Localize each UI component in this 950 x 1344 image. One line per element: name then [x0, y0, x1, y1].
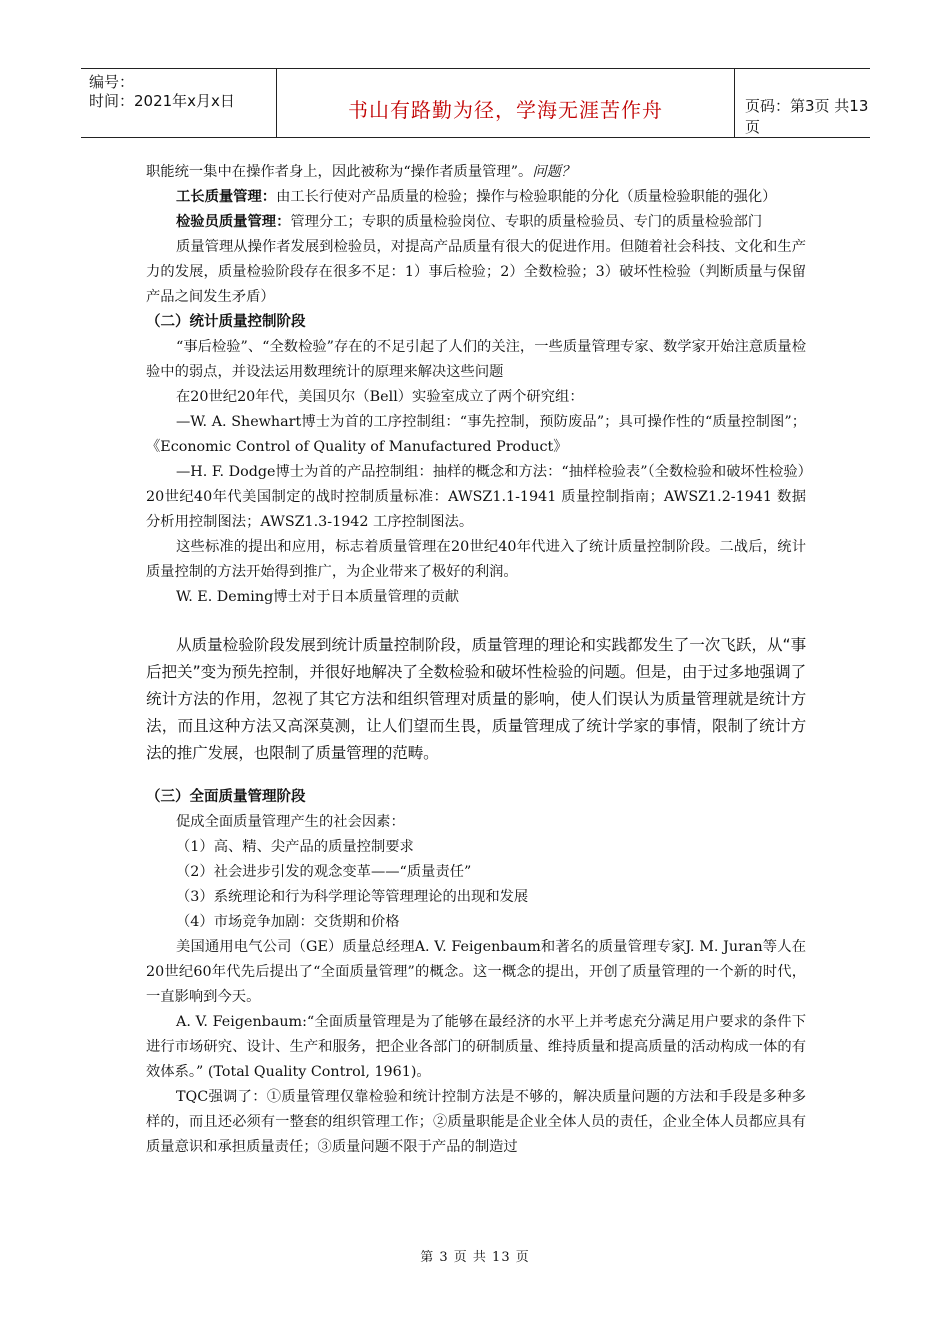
- page-footer: 第 3 页 共 13 页: [420, 1250, 530, 1265]
- paragraph: —H. F. Dodge博士为首的产品控制组：抽样的概念和方法：“抽样检验表”（全数检验和破坏性检验）: [176, 464, 812, 480]
- paragraph: 在20世纪20年代，美国贝尔（Bell）实验室成立了两个研究组：: [176, 389, 584, 405]
- paragraph: [146, 160, 806, 185]
- list-item: （1）高、精、尖产品的质量控制要求: [176, 839, 414, 855]
- paragraph: 20世纪40年代美国制定的战时控制质量标准：AWSZ1.1-1941 质量控制指南；AWSZ1.2-1941 数据分析用控制图法；AWSZ1.3-1942 工序控制图法。: [146, 489, 806, 530]
- header-left-cell: [81, 69, 277, 137]
- spacer: [146, 610, 806, 632]
- term-foreman-qm: 工长质量管理：: [176, 189, 277, 205]
- term-inspector-qm: 检验员质量管理：: [176, 214, 291, 230]
- paragraph: [146, 210, 806, 235]
- header-center-cell: [277, 69, 735, 137]
- document-time-label: 时间：2021年x月x日: [89, 92, 235, 110]
- list-item: （2）社会进步引发的观念变革——“质量责任”: [176, 864, 472, 880]
- paragraph: A. V. Feigenbaum:“全面质量管理是为了能够在最经济的水平上并考虑充分满足用户要求的条件下进行市场研究、设计、生产和服务，把企业各部门的研制质量、维持质量和提高质量的活动构成一体的有效体系。” (Total Quality Control, 1961)。: [146, 1014, 806, 1080]
- section-heading-2: （二）统计质量控制阶段: [146, 314, 306, 330]
- list-item: （3）系统理论和行为科学理论等管理理论的出现和发展: [176, 889, 529, 905]
- paragraph: TQC强调了：①质量管理仅靠检验和统计控制方法是不够的，解决质量问题的方法和手段是多种多样的，而且还必须有一整套的组织管理工作；②质量职能是企业全体人员的责任，企业全体人员都应具有质量意识和承担质量责任；③质量问题不限于产品的制造过: [146, 1089, 806, 1155]
- spacer: [146, 767, 806, 785]
- summary-paragraph: 从质量检验阶段发展到统计质量控制阶段，质量管理的理论和实践都发生了一次飞跃，从“事后把关”变为预先控制，并很好地解决了全数检验和破坏性检验的问题。但是，由于过多地强调了统计方法的作用，忽视了其它方法和组织管理对质量的影响，使人们误认为质量管理就是统计方法，而且这种方法又高深莫测，让人们望而生畏，质量管理成了统计学家的事情，限制了统计方法的推广发展，也限制了质量管理的范畴。: [146, 636, 806, 762]
- paragraph: 美国通用电气公司（GE）质量总经理A. V. Feigenbaum和著名的质量管理专家J. M. Juran等人在20世纪60年代先后提出了“全面质量管理”的概念。这一概念的提出，开创了质量管理的一个新的时代，一直影响到今天。: [146, 939, 806, 1005]
- document-body: [146, 160, 812, 1160]
- question-note: 问题？: [532, 164, 576, 180]
- paragraph: 这些标准的提出和应用，标志着质量管理在20世纪40年代进入了统计质量控制阶段。二战后，统计质量控制的方法开始得到推广，为企业带来了极好的利润。: [146, 539, 806, 580]
- header-motto: 书山有路勤为径，学海无涯苦作舟: [348, 98, 663, 122]
- paragraph: 促成全面质量管理产生的社会因素：: [176, 814, 405, 830]
- paragraph-text: 职能统一集中在操作者身上，因此被称为“操作者质量管理”。: [146, 164, 533, 180]
- paragraph: “事后检验”、“全数检验”存在的不足引起了人们的关注，一些质量管理专家、数学家开始注意质量检验中的弱点，并设法运用数理统计的原理来解决这些问题: [146, 339, 806, 380]
- page-header: [81, 68, 870, 138]
- list-item: （4）市场竞争加剧：交货期和价格: [176, 914, 400, 930]
- paragraph: —W. A. Shewhart博士为首的工序控制组：“事先控制，预防废品”；具可操作性的“质量控制图”；《Economic Control of Quality of Manufactured Product》: [146, 414, 806, 455]
- section-heading-3: （三）全面质量管理阶段: [146, 789, 306, 805]
- paragraph-text: 由工长行使对产品质量的检验；操作与检验职能的分化（质量检验职能的强化）: [276, 189, 777, 205]
- paragraph: 质量管理从操作者发展到检验员，对提高产品质量有很大的促进作用。但随着社会科技、文化和生产力的发展，质量检验阶段存在很多不足：1）事后检验；2）全数检验；3）破坏性检验（判断质量与保留产品之间发生矛盾）: [146, 239, 806, 305]
- header-page-info: 页码：第3页 共13页: [745, 97, 869, 136]
- header-right-cell: [735, 69, 870, 137]
- document-number-label: 编号：: [89, 73, 135, 91]
- paragraph: [146, 185, 806, 210]
- paragraph: W. E. Deming博士对于日本质量管理的贡献: [176, 589, 460, 605]
- paragraph-text: 管理分工；专职的质量检验岗位、专职的质量检验员、专门的质量检验部门: [290, 214, 763, 230]
